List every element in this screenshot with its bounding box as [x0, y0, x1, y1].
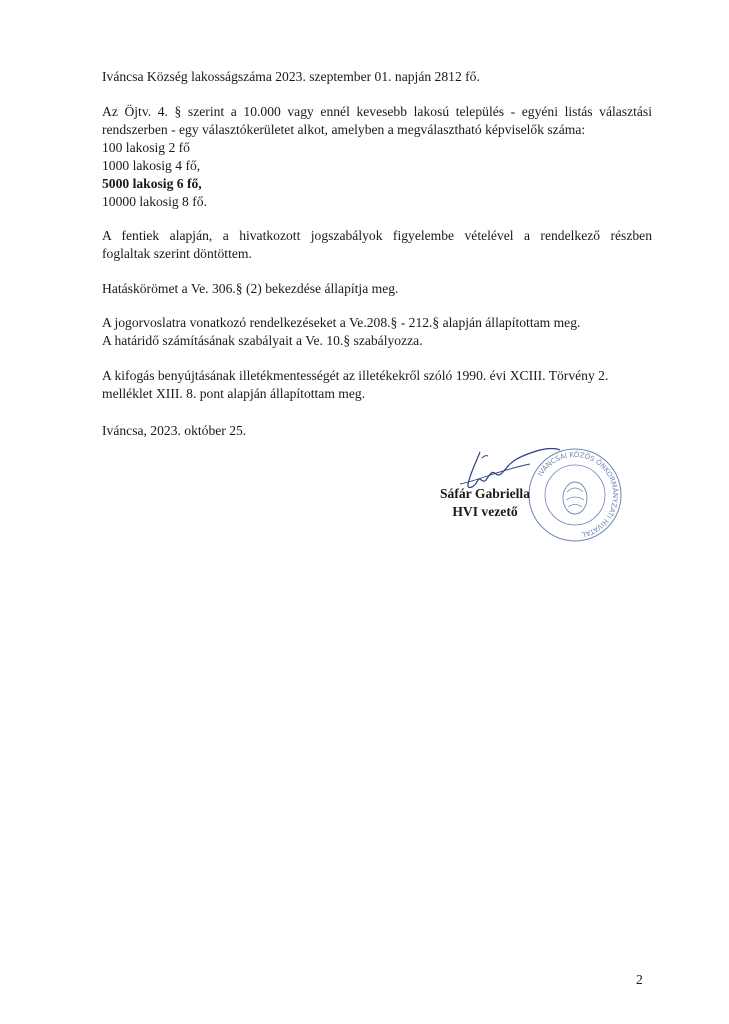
remedy-line-2: A határidő számításának szabályait a Ve. 10.§ szabályozza. — [102, 333, 423, 348]
threshold-item-highlighted: 5000 lakosig 6 fő, — [102, 176, 202, 191]
signature-block — [440, 485, 530, 521]
place-and-date: Iváncsa, 2023. október 25. — [102, 423, 247, 438]
competence-statement: Hatáskörömet a Ve. 306.§ (2) bekezdése állapítja meg. — [102, 281, 399, 296]
law-paragraph-line-1: Az Öjtv. 4. § szerint a 10.000 vagy ennél kevesebb lakosú település - egyéni listás választási — [102, 104, 652, 119]
threshold-item: 100 lakosig 2 fő — [102, 140, 190, 155]
decision-line-1: A fentiek alapján, a hivatkozott jogszabályok figyelembe vételével a rendelkező részben — [102, 228, 652, 243]
decision-line-2: foglaltak szerint döntöttem. — [102, 246, 252, 261]
fee-line-1: A kifogás benyújtásának illetékmentességét az illetékekről szóló 1990. évi XCIII. Törvény 2. — [102, 368, 609, 383]
remedy-line-1: A jogorvoslatra vonatkozó rendelkezéseket a Ve.208.§ - 212.§ alapján állapítottam meg. — [102, 315, 581, 330]
population-statement: Iváncsa Község lakosságszáma 2023. szeptember 01. napján 2812 fő. — [102, 69, 480, 84]
threshold-item: 1000 lakosig 4 fő, — [102, 158, 201, 173]
page-number: 2 — [636, 972, 643, 987]
signatory-title: HVI vezető — [452, 504, 518, 519]
law-paragraph-line-2: rendszerben - egy választókerületet alkot, amelyben a megválasztható képviselők száma: — [102, 122, 586, 137]
stamp-lettering: IVÁNCSAI KÖZÖS ÖNKORMÁNYZATI HIVATAL — [536, 450, 620, 539]
threshold-item: 10000 lakosig 8 fő. — [102, 194, 207, 209]
official-stamp — [520, 440, 630, 550]
fee-line-2: melléklet XIII. 8. pont alapján állapítottam meg. — [102, 386, 366, 401]
signatory-name: Sáfár Gabriella — [440, 486, 530, 501]
